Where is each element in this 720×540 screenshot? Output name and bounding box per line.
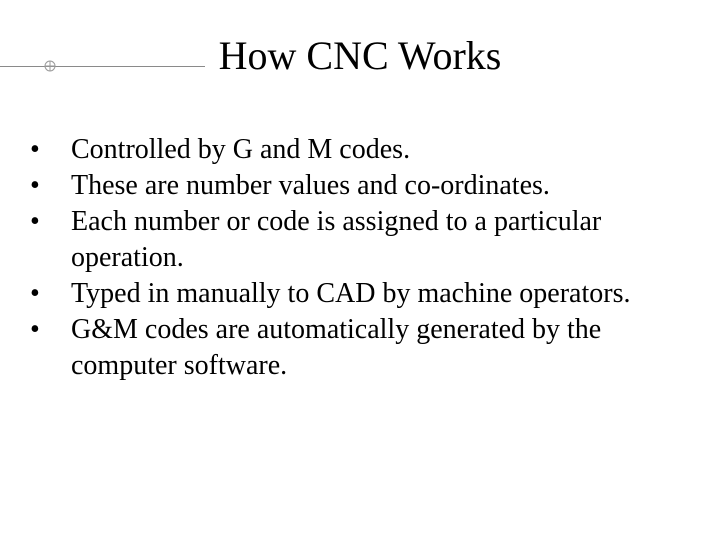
list-item: [30, 204, 700, 276]
bullet-text: These are number values and co-ordinates.: [71, 170, 550, 201]
bullet-icon: •: [30, 314, 40, 345]
list-item: [30, 132, 700, 168]
bullet-text: G&M codes are automatically generated by the computer software.: [71, 314, 602, 381]
bullet-icon: •: [30, 206, 40, 237]
bullet-icon: •: [30, 170, 40, 201]
bullet-list: [30, 132, 700, 384]
bullet-icon: •: [30, 134, 40, 165]
bullet-text: Typed in manually to CAD by machine operators.: [71, 278, 631, 309]
list-item: [30, 168, 700, 204]
bullet-icon: •: [30, 278, 40, 309]
bullet-text: Each number or code is assigned to a particular operation.: [71, 206, 602, 273]
bullet-text: Controlled by G and M codes.: [71, 134, 411, 165]
list-item: [30, 312, 700, 384]
list-item: [30, 276, 700, 312]
slide-title: How CNC Works: [218, 33, 502, 78]
